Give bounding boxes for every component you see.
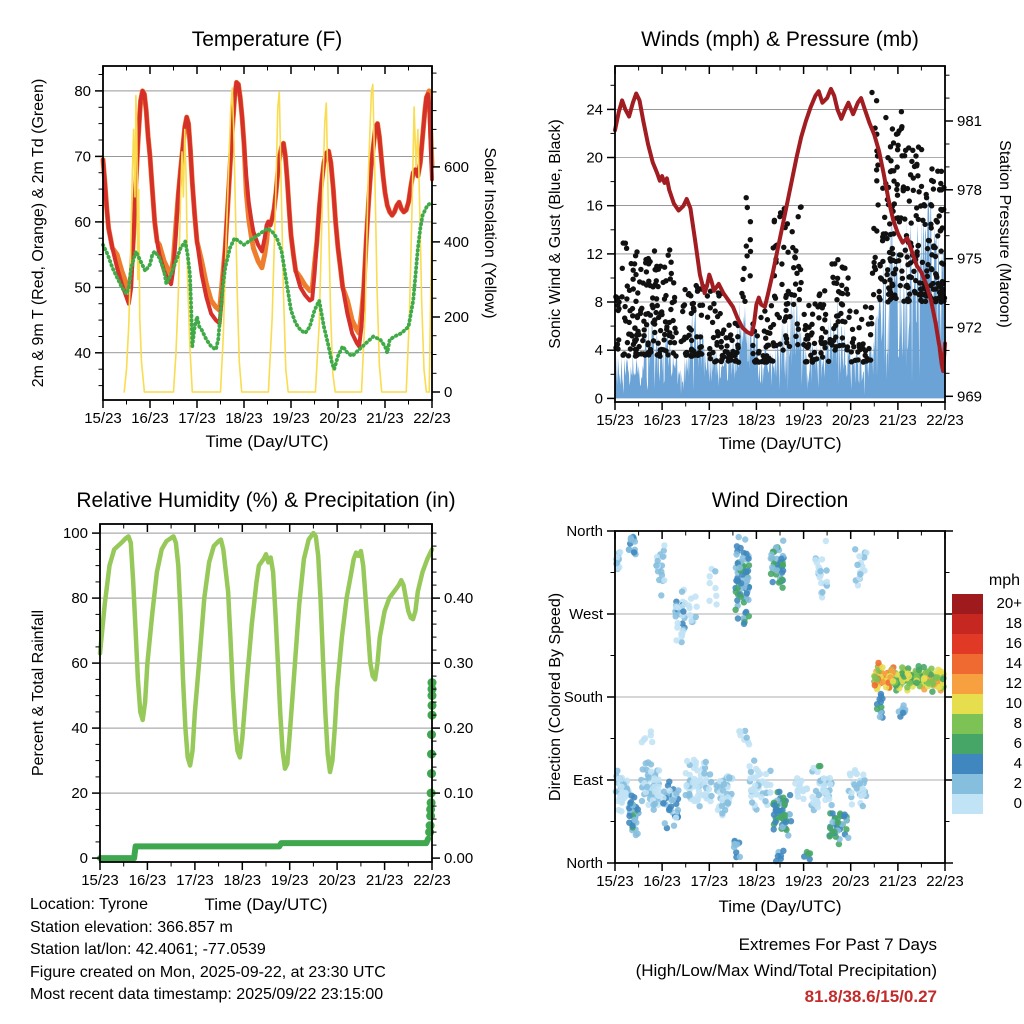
x-tick-label: 21/23 [366, 410, 404, 427]
legend-label: 10 [1005, 695, 1022, 712]
y-tick-label: 20 [586, 149, 603, 167]
y-tick-label: 8 [594, 294, 603, 312]
y-tick-label: South [563, 689, 603, 706]
y-tick-label: 40 [71, 720, 88, 738]
y2-tick-label: 0.30 [444, 655, 474, 673]
x-tick-label: 20/23 [831, 873, 870, 890]
legend-item [952, 654, 1022, 674]
legend-label: 6 [1013, 735, 1022, 752]
y2-tick-label: 600 [444, 158, 470, 176]
legend-label: 4 [1013, 755, 1022, 772]
extremes-values: 81.8/38.6/15/0.27 [804, 987, 937, 1006]
station-info [30, 894, 386, 1007]
y-tick-label: 70 [74, 148, 91, 166]
y2-tick-label: 200 [444, 308, 470, 326]
y-tick-label: 0 [79, 850, 88, 868]
y-tick-label: East [572, 772, 603, 789]
x-tick-label: 22/23 [926, 412, 964, 429]
x-tick-label: 20/23 [319, 410, 357, 427]
y2-tick-label: 0.10 [444, 785, 474, 803]
legend-label: 12 [1005, 675, 1022, 692]
y-tick-label: 80 [74, 82, 91, 100]
legend-item [952, 774, 1022, 794]
x-tick-label: 15/23 [596, 873, 634, 890]
y-tick-label: 60 [74, 213, 91, 231]
x-tick-label: 19/23 [270, 872, 309, 889]
y-tick-label: 50 [74, 279, 91, 297]
extremes-summary [636, 932, 937, 1010]
y2-tick-label: 978 [957, 181, 983, 199]
winds-xaxis-label: Time (Day/UTC) [718, 434, 842, 453]
x-tick-label: 22/23 [413, 872, 451, 889]
legend-swatch [952, 774, 983, 794]
y-tick-label: North [566, 523, 603, 540]
y-tick-label: 80 [71, 590, 88, 608]
wind-direction-chart-title: Wind Direction [711, 489, 849, 512]
legend-label: 8 [1013, 715, 1022, 732]
legend-item [952, 634, 1022, 654]
legend-label: 20+ [996, 595, 1022, 612]
y-tick-label: 24 [586, 101, 603, 119]
legend-item [952, 594, 1022, 614]
legend-title: mph [988, 572, 1020, 589]
humidity-precip-chart-title: Relative Humidity (%) & Precipitation (in) [76, 489, 456, 512]
humidity-yaxis-label: Percent & Total Rainfall [30, 609, 47, 777]
series-precip-total [100, 839, 428, 859]
legend-swatch [952, 594, 983, 614]
legend-swatch [952, 614, 983, 634]
legend-item [952, 794, 1022, 814]
legend-swatch [952, 734, 983, 754]
wind-yaxis-label: Sonic Wind & Gust (Blue, Black) [547, 119, 564, 349]
series-t2m [103, 82, 432, 346]
x-tick-label: 21/23 [879, 412, 917, 429]
x-tick-label: 17/23 [690, 873, 729, 890]
y2-tick-label: 400 [444, 233, 470, 251]
legend-item [952, 754, 1022, 774]
legend-rows [952, 594, 1022, 814]
x-tick-label: 20/23 [318, 872, 356, 889]
legend-item [952, 694, 1022, 714]
y2-tick-label: 975 [957, 250, 983, 268]
x-tick-label: 17/23 [176, 872, 214, 889]
y-tick-label: 0 [594, 390, 603, 408]
x-tick-label: 17/23 [690, 412, 729, 429]
x-tick-label: 16/23 [131, 410, 169, 427]
x-tick-label: 22/23 [413, 410, 451, 427]
y-tick-label: 60 [71, 655, 88, 673]
extremes-heading: Extremes For Past 7 Days [738, 935, 937, 954]
temperature-yaxis-label: 2m & 9m T (Red, Orange) & 2m Td (Green) [30, 78, 47, 388]
pressure-yaxis-label: Station Pressure (Maroon) [996, 140, 1013, 328]
data-timestamp: Most recent data timestamp: 2025/09/22 23:15:00 [30, 986, 384, 1003]
x-tick-label: 21/23 [879, 873, 917, 890]
legend-swatch [952, 714, 983, 734]
x-tick-label: 19/23 [272, 410, 310, 427]
station-elevation: Station elevation: 366.857 m [30, 918, 233, 936]
x-tick-label: 21/23 [365, 872, 404, 889]
legend-swatch [952, 694, 983, 714]
x-tick-label: 16/23 [643, 412, 681, 429]
y-tick-label: 12 [586, 245, 603, 263]
legend-swatch [952, 794, 983, 814]
extremes-subheading: (High/Low/Max Wind/Total Precipitation) [635, 961, 937, 980]
legend-swatch [952, 654, 983, 674]
figure-created: Figure created on Mon, 2025-09-22, at 23:30 UTC [30, 963, 386, 981]
y2-tick-label: 0.00 [444, 850, 474, 868]
temperature-chart-title: Temperature (F) [191, 28, 343, 51]
x-tick-label: 19/23 [784, 873, 823, 890]
station-latlon: Station lat/lon: 42.4061; -77.0539 [30, 941, 266, 958]
legend-swatch [952, 754, 983, 774]
y-tick-label: 40 [74, 344, 91, 362]
x-tick-label: 22/23 [926, 873, 964, 890]
y2-tick-label: 969 [957, 388, 983, 406]
legend-label: 0 [1013, 795, 1022, 812]
y-tick-label: 20 [71, 785, 88, 803]
y2-tick-label: 972 [957, 319, 983, 337]
x-tick-label: 18/23 [737, 873, 776, 890]
y2-tick-label: 0 [444, 384, 453, 402]
x-tick-label: 15/23 [596, 412, 634, 429]
y-tick-label: North [566, 855, 603, 872]
direction-yaxis-label: Direction (Colored By Speed) [547, 592, 564, 802]
x-tick-label: 15/23 [84, 410, 122, 427]
x-tick-label: 17/23 [178, 410, 216, 427]
wind-speed-legend [952, 572, 1022, 814]
x-tick-label: 16/23 [128, 872, 167, 889]
x-tick-label: 16/23 [643, 873, 681, 890]
x-tick-label: 15/23 [81, 872, 119, 889]
legend-item [952, 674, 1022, 694]
wind-direction-xaxis-label: Time (Day/UTC) [718, 897, 842, 916]
y-tick-label: 4 [594, 342, 603, 360]
legend-label: 18 [1005, 615, 1022, 632]
legend-label: 14 [1005, 655, 1022, 672]
y2-tick-label: 981 [957, 113, 983, 131]
legend-label: 16 [1005, 635, 1022, 652]
legend-item [952, 714, 1022, 734]
y2-tick-label: 0.20 [444, 720, 474, 738]
winds-pressure-chart-title: Winds (mph) & Pressure (mb) [641, 28, 919, 51]
x-tick-label: 18/23 [225, 410, 263, 427]
x-tick-label: 20/23 [831, 412, 870, 429]
y-tick-label: 16 [586, 197, 603, 215]
solar-yaxis-label: Solar Insolation (Yellow) [481, 147, 498, 319]
temperature-xaxis-label: Time (Day/UTC) [205, 432, 329, 451]
humidity-xaxis-label: Time (Day/UTC) [204, 895, 328, 914]
legend-item [952, 614, 1022, 634]
legend-item [952, 734, 1022, 754]
station-location: Location: Tyrone [30, 896, 149, 913]
y2-tick-label: 0.40 [444, 590, 474, 608]
x-tick-label: 19/23 [784, 412, 823, 429]
legend-label: 2 [1013, 775, 1022, 792]
x-tick-label: 18/23 [737, 412, 776, 429]
legend-swatch [952, 674, 983, 694]
x-tick-label: 18/23 [223, 872, 262, 889]
y-tick-label: 100 [62, 525, 88, 543]
y-tick-label: West [569, 606, 603, 623]
series-relative-humidity [100, 533, 432, 772]
legend-swatch [952, 634, 983, 654]
